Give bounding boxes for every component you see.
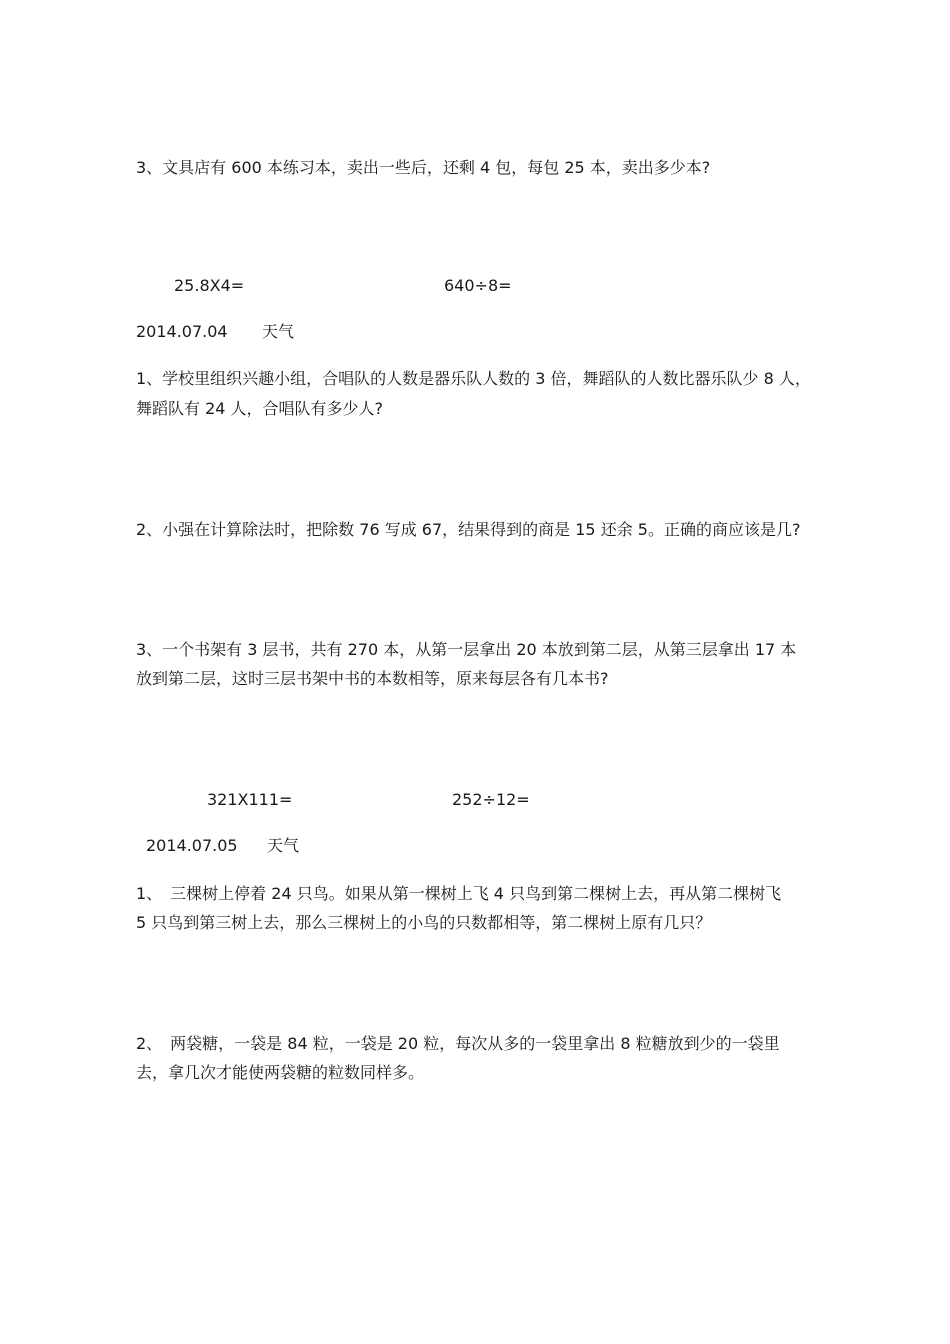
problem-1-line-2: 5 只鸟到第三树上去，那么三棵树上的小鸟的只数都相等，第二棵树上原有几只？ xyxy=(136,913,712,932)
calculation-multiply: 25.8X4= xyxy=(174,276,245,295)
problem-1-line-1: 1、 三棵树上停着 24 只鸟。如果从第一棵树上飞 4 只鸟到第二棵树上去，再从第二棵树飞 xyxy=(136,884,782,903)
calculation-divide: 640÷8= xyxy=(444,276,512,295)
problem-3-line-2: 放到第二层，这时三层书架中书的本数相等，原来每层各有几本书? xyxy=(136,669,609,688)
entry-weather-label: 天气 xyxy=(267,836,300,855)
problem-3-stationery: 3、文具店有 600 本练习本，卖出一些后，还剩 4 包，每包 25 本，卖出多少本? xyxy=(136,158,711,177)
entry-date: 2014.07.04 xyxy=(136,322,228,341)
entry-weather-label: 天气 xyxy=(262,322,295,341)
problem-2-division: 2、小强在计算除法时，把除数 76 写成 67，结果得到的商是 15 还余 5。正确的商应该是几? xyxy=(136,520,801,539)
problem-1-line-1: 1、学校里组织兴趣小组，合唱队的人数是器乐队人数的 3 倍，舞蹈队的人数比器乐队少 8 人， xyxy=(136,369,811,388)
problem-1-line-2: 舞蹈队有 24 人，合唱队有多少人? xyxy=(136,399,384,418)
entry-date: 2014.07.05 xyxy=(146,836,238,855)
calculation-divide: 252÷12= xyxy=(452,790,530,809)
calculation-multiply: 321X111= xyxy=(207,790,293,809)
problem-2-line-1: 2、 两袋糖，一袋是 84 粒，一袋是 20 粒，每次从多的一袋里拿出 8 粒糖放到少的一袋里 xyxy=(136,1034,780,1053)
problem-2-line-2: 去，拿几次才能使两袋糖的粒数同样多。 xyxy=(136,1063,425,1082)
problem-3-line-1: 3、一个书架有 3 层书，共有 270 本，从第一层拿出 20 本放到第二层，从第三层拿出 17 本 xyxy=(136,640,797,659)
